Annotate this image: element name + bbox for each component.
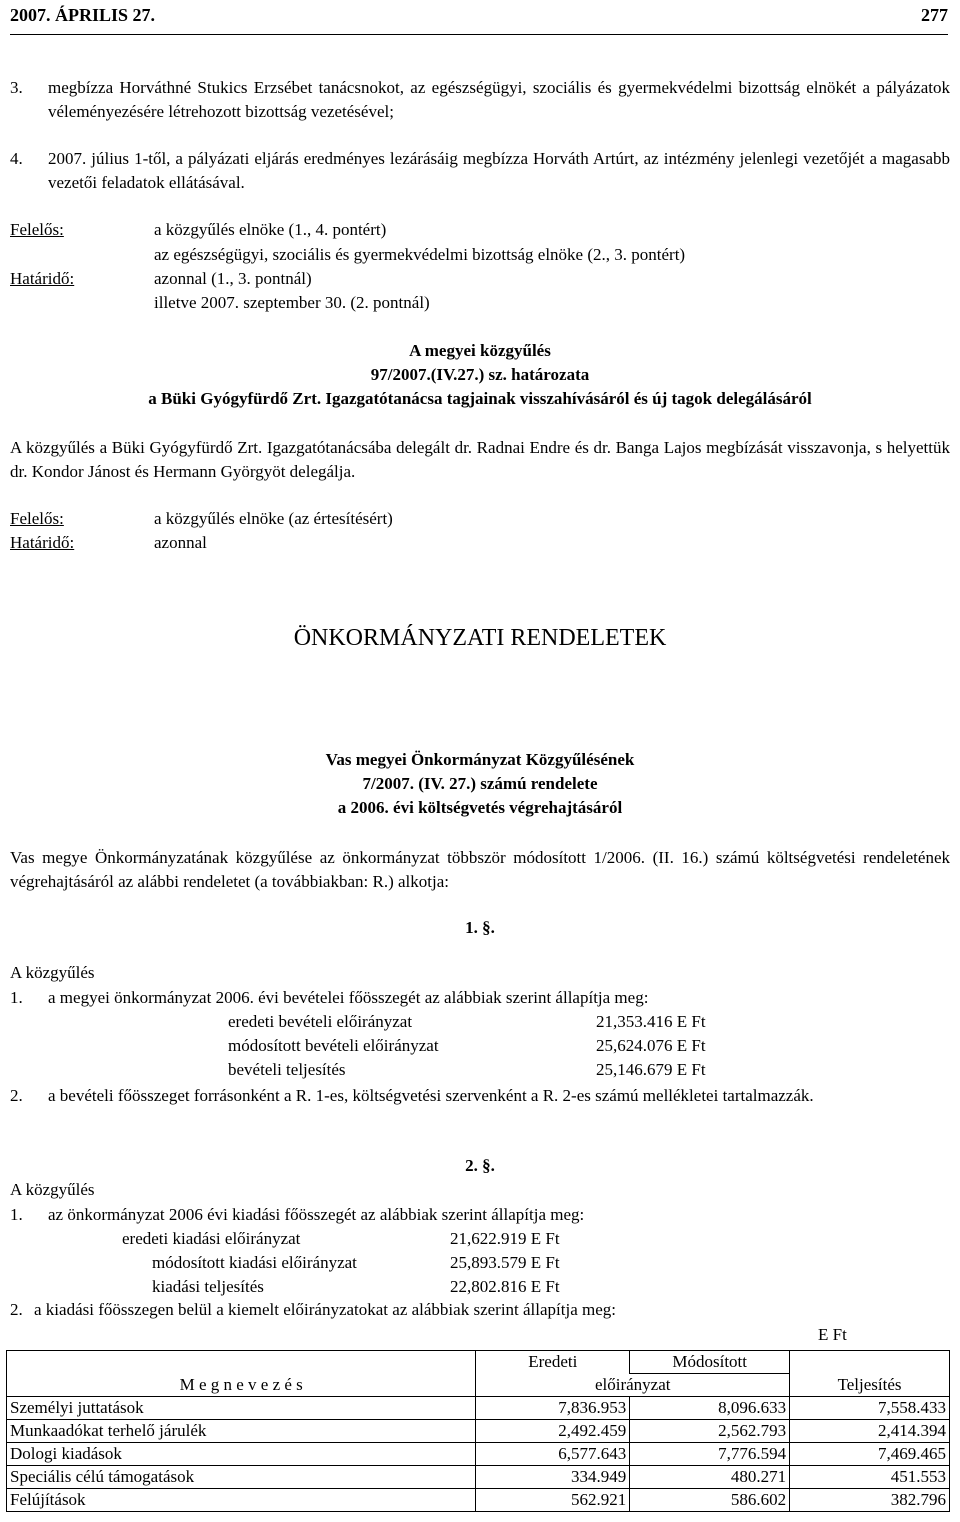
header-rule <box>10 34 948 35</box>
colon: : <box>69 533 75 552</box>
expense-row-label: eredeti kiadási előirányzat <box>122 1229 301 1248</box>
hatarido-label <box>10 269 74 289</box>
colon: : <box>69 269 75 288</box>
ordinance-intro: Vas megye Önkormányzatának közgyűlése az önkormányzat többször módosított 1/2006. (II. 16.) számú költségvetési rendeletének végrehajtásáról az alábbi rendeletet (a továbbiakban: R.) alkotja: <box>10 848 950 891</box>
section-2-heading: 2. §. <box>465 1156 495 1175</box>
header-megnevezes: M e g n e v e z é s <box>7 1351 476 1397</box>
item-number: 3. <box>10 78 23 97</box>
section-2-item-1: az önkormányzat 2006 évi kiadási főösszegét az alábbiak szerint állapítja meg: <box>48 1205 585 1224</box>
ordinance-title-1: Vas megyei Önkormányzat Közgyűlésének <box>325 750 635 769</box>
row-name: Személyi juttatások <box>7 1397 476 1420</box>
ordinance-title-2: 7/2007. (IV. 27.) számú rendelete <box>362 774 598 793</box>
hatarido-label-2 <box>10 533 74 553</box>
expense-row-value: 25,893.579 E Ft <box>450 1253 560 1272</box>
row-teljesites: 7,558.433 <box>790 1397 950 1420</box>
revenue-row-label: eredeti bevételi előirányzat <box>228 1012 413 1031</box>
header-date: 2007. ÁPRILIS 27. <box>10 5 156 25</box>
table-header-row-1 <box>7 1351 950 1374</box>
section-1-heading: 1. §. <box>465 918 495 937</box>
row-name: Felújítások <box>7 1489 476 1512</box>
row-name: Speciális célú támogatások <box>7 1466 476 1489</box>
item-3 <box>10 76 950 124</box>
section-title: ÖNKORMÁNYZATI RENDELETEK <box>293 625 667 651</box>
hatarido-label-text: Határidő <box>10 533 70 552</box>
header-teljesites: Teljesítés <box>790 1351 950 1397</box>
felelos-label-2 <box>10 509 64 529</box>
section-2-item-2-number: 2. <box>10 1300 23 1319</box>
felelos-label-text: Felelős <box>10 220 60 239</box>
item-text: megbízza Horváthné Stukics Erzsébet tanácsnokot, az egészségügyi, szociális és gyermekvédelmi bizottság elnökét a pályázatok véleményezésére létrehozott bizottság vezetésével; <box>48 78 950 121</box>
revenue-row-label: módosított bevételi előirányzat <box>228 1036 439 1055</box>
hatarido-line-1: azonnal (1., 3. pontnál) <box>154 269 312 288</box>
felelos-value-2: a közgyűlés elnöke (az értesítésért) <box>154 509 393 528</box>
row-teljesites: 7,469.465 <box>790 1443 950 1466</box>
page-header <box>10 5 948 35</box>
row-modositott: 7,776.594 <box>630 1443 790 1466</box>
item-4 <box>10 147 950 195</box>
row-eredeti: 2,492.459 <box>476 1420 630 1443</box>
expenses-table <box>6 1350 950 1512</box>
row-modositott: 8,096.633 <box>630 1397 790 1420</box>
row-name: Munkaadókat terhelő járulék <box>7 1420 476 1443</box>
revenue-row-value: 25,146.679 E Ft <box>596 1060 706 1079</box>
ordinance-title-3: a 2006. évi költségvetés végrehajtásáról <box>337 798 623 817</box>
table-unit: E Ft <box>818 1325 847 1344</box>
row-name: Dologi kiadások <box>7 1443 476 1466</box>
resolution-title-2: 97/2007.(IV.27.) sz. határozata <box>370 365 590 384</box>
section-1-item-1: a megyei önkormányzat 2006. évi bevételei főösszegét az alábbiak szerint állapítja meg: <box>48 988 649 1007</box>
section-1-item-2 <box>10 1084 950 1108</box>
resolution-title-3: a Büki Gyógyfürdő Zrt. Igazgatótanácsa tagjainak visszahívásáról és új tagok delegálásáról <box>148 389 812 408</box>
colon: : <box>59 220 64 239</box>
header-modositott: Módosított <box>630 1351 790 1374</box>
section-2-item-1-number: 1. <box>10 1205 23 1224</box>
table-row <box>7 1443 950 1466</box>
page-number: 277 <box>921 5 948 25</box>
row-modositott: 2,562.793 <box>630 1420 790 1443</box>
expense-row-label: kiadási teljesítés <box>152 1277 264 1296</box>
row-teljesites: 382.796 <box>790 1489 950 1512</box>
row-eredeti: 6,577.643 <box>476 1443 630 1466</box>
resolution-body: A közgyűlés a Büki Gyógyfürdő Zrt. Igazgatótanácsába delegált dr. Radnai Endre és dr. Banga Lajos megbízását visszavonja, s helyettük dr. Kondor Jánost és Hermann Györgyöt delegálja. <box>10 438 950 481</box>
felelos-line-2: az egészségügyi, szociális és gyermekvédelmi bizottság elnöke (2., 3. pontért) <box>154 245 686 264</box>
resolution-title-1: A megyei közgyűlés <box>409 341 551 360</box>
row-modositott: 586.602 <box>630 1489 790 1512</box>
colon: : <box>59 509 64 528</box>
expense-row-label: módosított kiadási előirányzat <box>152 1253 357 1272</box>
felelos-label-text: Felelős <box>10 509 60 528</box>
revenue-row-value: 25,624.076 E Ft <box>596 1036 706 1055</box>
row-teljesites: 2,414.394 <box>790 1420 950 1443</box>
hatarido-line-2: illetve 2007. szeptember 30. (2. pontnál) <box>154 293 430 312</box>
hatarido-value-2: azonnal <box>154 533 207 552</box>
item-text: 2007. július 1-től, a pályázati eljárás eredményes lezárásáig megbízza Horváth Artúrt, az intézmény jelenlegi vezetőjét a magasabb vezetői feladatok ellátásával. <box>48 149 950 192</box>
felelos-label <box>10 220 64 240</box>
hatarido-label-text: Határidő <box>10 269 70 288</box>
expense-row-value: 21,622.919 E Ft <box>450 1229 560 1248</box>
header-eredeti: Eredeti <box>476 1351 630 1374</box>
row-modositott: 480.271 <box>630 1466 790 1489</box>
table-row <box>7 1397 950 1420</box>
expense-row-value: 22,802.816 E Ft <box>450 1277 560 1296</box>
header-eloiranyzat: előirányzat <box>476 1374 790 1397</box>
row-teljesites: 451.553 <box>790 1466 950 1489</box>
revenue-row-label: bevételi teljesítés <box>228 1060 346 1079</box>
item-number: 2. <box>10 1086 23 1105</box>
section-2-lead: A közgyűlés <box>10 1180 95 1199</box>
table-row <box>7 1489 950 1512</box>
item-number: 4. <box>10 149 23 168</box>
row-eredeti: 562.921 <box>476 1489 630 1512</box>
section-1-lead: A közgyűlés <box>10 963 95 982</box>
section-2-item-2: a kiadási főösszegen belül a kiemelt előirányzatokat az alábbiak szerint állapítja meg: <box>34 1300 617 1319</box>
table-row <box>7 1466 950 1489</box>
felelos-line-1: a közgyűlés elnöke (1., 4. pontért) <box>154 220 387 239</box>
section-1-item-1-number: 1. <box>10 988 23 1007</box>
revenue-row-value: 21,353.416 E Ft <box>596 1012 706 1031</box>
row-eredeti: 7,836.953 <box>476 1397 630 1420</box>
row-eredeti: 334.949 <box>476 1466 630 1489</box>
table-row <box>7 1420 950 1443</box>
item-text: a bevételi főösszeget forrásonként a R. 1-es, költségvetési szervenként a R. 2-es számú mellékletei tartalmazzák. <box>48 1086 814 1105</box>
